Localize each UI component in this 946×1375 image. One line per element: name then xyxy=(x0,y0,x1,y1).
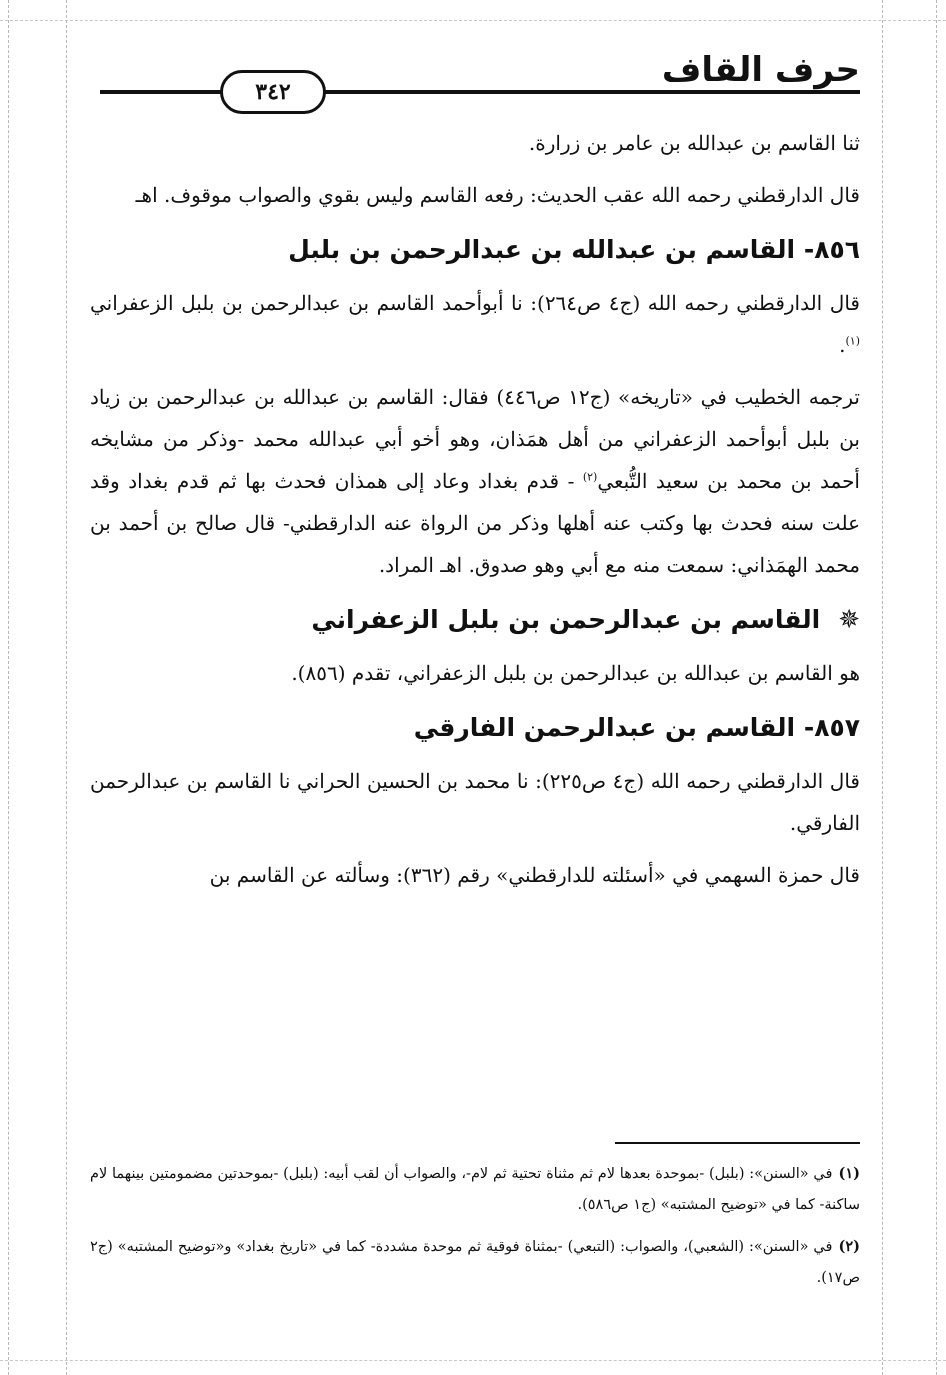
footnote-number: (١) xyxy=(838,1165,860,1182)
paragraph xyxy=(90,282,860,366)
scan-guide-line xyxy=(936,0,937,1375)
scan-guide-line xyxy=(0,20,946,21)
eight-point-star-icon: ✵ xyxy=(838,605,860,635)
paragraph: قال الدارقطني رحمه الله عقب الحديث: رفعه القاسم وليس بقوي والصواب موقوف. اهـ xyxy=(135,183,860,207)
paragraph: قال حمزة السهمي في «أسئلته للدارقطني» رقم (٣٦٢): وسألته عن القاسم بن xyxy=(209,863,860,887)
footnote-separator xyxy=(615,1142,860,1144)
paragraph: ثنا القاسم بن عبدالله بن عامر بن زرارة. xyxy=(528,131,860,155)
footnote-1 xyxy=(90,1158,860,1221)
footnote-text: في «السنن»: (الشعبي)، والصواب: (التبعي) -بمثناة فوقية ثم موحدة مشددة- كما في «تاريخ بغداد» و«توضيح المشتبه» (ج٢ ص١٧). xyxy=(90,1239,860,1286)
scan-guide-line xyxy=(882,0,883,1375)
footnotes xyxy=(90,1158,860,1304)
footnote-2 xyxy=(90,1231,860,1294)
paragraph-text: - قدم بغداد وعاد إلى همذان فحدث بها ثم قدم بغداد وقد علت سنه فحدث بها وكتب عنه أهلها وذكر من الرواة عنه الدارقطني- قال صالح بن أحمد بن محمد الهمَذاني: سمعت منه مع أبي وهو صدوق. اهـ المراد. xyxy=(90,469,860,577)
paragraph-text: ترجمه الخطيب في «تاريخه» (ج١٢ ص٤٤٦) فقال: القاسم بن عبدالله بن عبدالرحمن بن زياد بن بلبل أبوأحمد الزعفراني من أهل همَذان، وهو أخو أبي عبدالله محمد -وذكر من مشايخه أحمد بن محمد بن سعيد التُّبعي xyxy=(90,385,860,493)
footnote-text: في «السنن»: (بلبل) -بموحدة بعدها لام ثم مثناة تحتية ثم لام-، والصواب أن لقب أبيه: (بلبل) -بموحدتين مضمومتين بينهما لام ساكنة- كما في «توضيح المشتبه» (ج١ ص٥٨٦). xyxy=(90,1166,860,1213)
paragraph: قال الدارقطني رحمه الله (ج٤ ص٢٢٥): نا محمد بن الحسين الحراني نا القاسم بن عبدالرحمن الفارقي. xyxy=(90,769,860,835)
entry-heading-856: ٨٥٦- القاسم بن عبدالله بن عبدالرحمن بن بلبل xyxy=(288,235,860,264)
scan-guide-line xyxy=(8,0,9,1375)
cross-reference-heading xyxy=(90,600,860,640)
paragraph: هو القاسم بن عبدالله بن عبدالرحمن بن بلبل الزعفراني، تقدم (٨٥٦). xyxy=(291,661,860,685)
footnote-number: (٢) xyxy=(838,1238,860,1255)
footnote-ref[interactable]: (٢) xyxy=(582,470,598,484)
header-rule xyxy=(100,90,860,94)
book-page xyxy=(90,40,860,1340)
scan-guide-line xyxy=(66,0,67,1375)
entry-heading-857: ٨٥٧- القاسم بن عبدالرحمن الفارقي xyxy=(413,713,860,742)
page-header xyxy=(90,40,860,110)
page-number: ٣٤٢ xyxy=(220,70,326,114)
chapter-title: حرف القاف xyxy=(661,50,860,90)
paragraph xyxy=(90,376,860,586)
cross-reference-title: القاسم بن عبدالرحمن بن بلبل الزعفراني xyxy=(311,605,821,634)
footnote-ref[interactable]: (١) xyxy=(845,334,860,348)
page-body xyxy=(90,122,860,906)
paragraph-text: . xyxy=(839,333,846,357)
paragraph-text: قال الدارقطني رحمه الله (ج٤ ص٢٦٤): نا أبوأحمد القاسم بن عبدالرحمن بن بلبل الزعفراني xyxy=(90,291,860,315)
scan-guide-line xyxy=(0,1360,946,1361)
